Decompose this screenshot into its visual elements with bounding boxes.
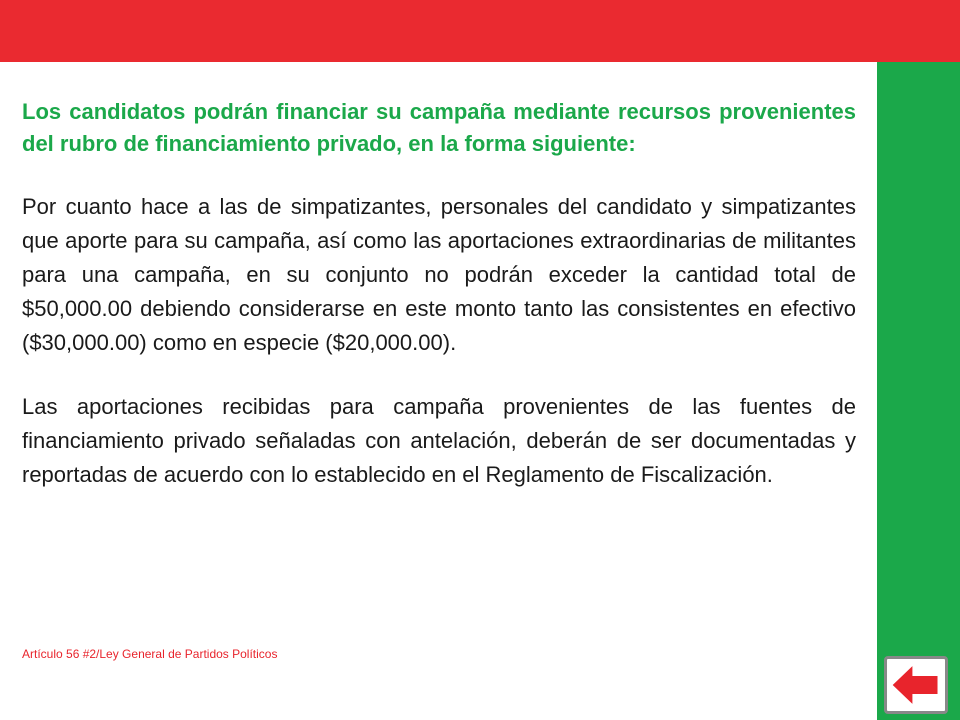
paragraph-documentation: Las aportaciones recibidas para campaña provenientes de las fuentes de financiamiento privado señaladas con antelación, deberán de ser documentadas y reportadas de acuerdo con lo establecido en el Reglamento de Fiscalización. xyxy=(22,394,856,487)
side-banner xyxy=(877,62,960,720)
slide-content xyxy=(22,96,856,492)
left-arrow-icon xyxy=(887,659,945,711)
source-citation: Artículo 56 #2/Ley General de Partidos Políticos xyxy=(22,647,278,661)
back-button[interactable] xyxy=(884,656,948,714)
intro-text: Los candidatos podrán financiar su campaña mediante recursos provenientes del rubro de financiamiento privado, en la forma siguiente: xyxy=(22,99,856,156)
paragraph-contribution-limits: Por cuanto hace a las de simpatizantes, personales del candidato y simpatizantes que aporte para su campaña, así como las aportaciones extraordinarias de militantes para una campaña, en su conjunto no podrán exceder la cantidad total de $50,000.00 debiendo considerarse en este monto tanto las consistentes en efectivo ($30,000.00) como en especie ($20,000.00). xyxy=(22,194,856,355)
top-banner xyxy=(0,0,960,62)
